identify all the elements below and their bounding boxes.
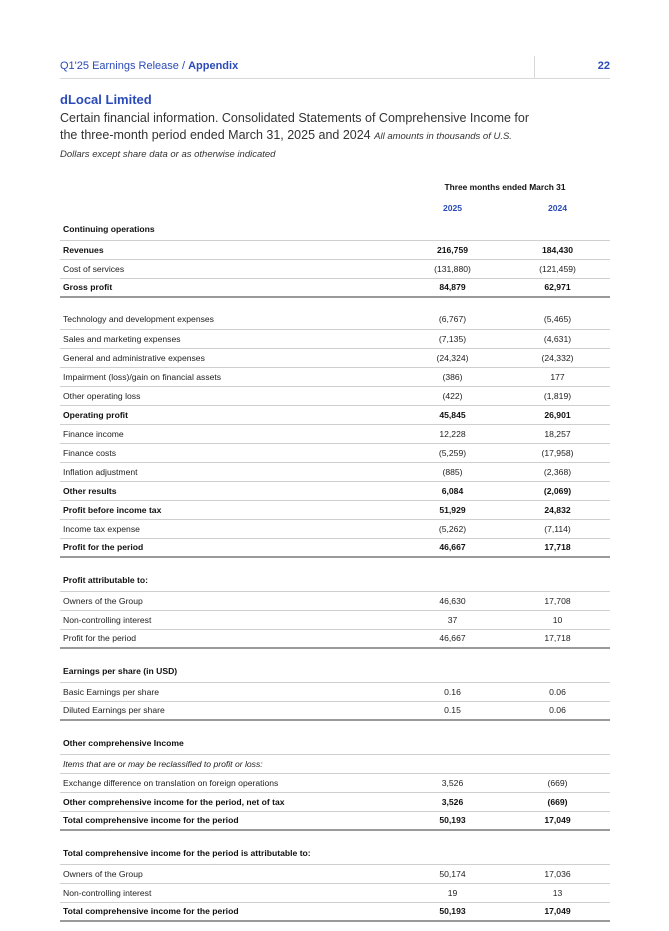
row-label: Total comprehensive income for the period [60, 902, 400, 921]
row-label: Impairment (loss)/gain on financial assets [60, 367, 400, 386]
row-label: Operating profit [60, 405, 400, 424]
value-2024: 13 [505, 883, 610, 902]
table-row [60, 240, 610, 259]
value-2024 [505, 733, 610, 754]
appendix-label: Appendix [188, 60, 239, 72]
header-divider [534, 56, 535, 78]
row-label: Sales and marketing expenses [60, 329, 400, 348]
value-2025: 0.15 [400, 701, 505, 720]
table-row [60, 538, 610, 557]
row-label: Other comprehensive income for the period, net of tax [60, 792, 400, 811]
table-row [60, 329, 610, 348]
value-2024: 184,430 [505, 240, 610, 259]
row-label: Finance income [60, 424, 400, 443]
table-row [60, 481, 610, 500]
value-2024 [505, 219, 610, 240]
table-header-period [60, 176, 610, 197]
value-2024: 0.06 [505, 682, 610, 701]
table-row [60, 733, 610, 754]
value-2024: 18,257 [505, 424, 610, 443]
value-2024: 17,036 [505, 864, 610, 883]
table-row [60, 259, 610, 278]
row-label: Basic Earnings per share [60, 682, 400, 701]
table-row [60, 754, 610, 773]
table-row [60, 682, 610, 701]
value-2025: 12,228 [400, 424, 505, 443]
table-row [60, 661, 610, 682]
spacer-row [60, 720, 610, 733]
value-2025: 3,526 [400, 773, 505, 792]
value-2025: (885) [400, 462, 505, 481]
header-breadcrumb [60, 60, 238, 72]
value-2025: (422) [400, 386, 505, 405]
value-2024: (669) [505, 792, 610, 811]
table-row [60, 462, 610, 481]
value-2024: 62,971 [505, 278, 610, 297]
row-label: Non-controlling interest [60, 883, 400, 902]
value-2025: 50,193 [400, 811, 505, 830]
table-row [60, 500, 610, 519]
table-row [60, 843, 610, 864]
value-2025 [400, 754, 505, 773]
spacer-row [60, 297, 610, 310]
table-row [60, 519, 610, 538]
table-row [60, 424, 610, 443]
value-2025: 50,174 [400, 864, 505, 883]
statement-title [60, 110, 530, 163]
row-label: Total comprehensive income for the period is attributable to: [60, 843, 400, 864]
row-label: Profit for the period [60, 538, 400, 557]
table-row [60, 278, 610, 297]
value-2024: (2,069) [505, 481, 610, 500]
value-2025: (131,880) [400, 259, 505, 278]
value-2025: 51,929 [400, 500, 505, 519]
row-label: Gross profit [60, 278, 400, 297]
period-header: Three months ended March 31 [444, 181, 566, 192]
value-2024: (24,332) [505, 348, 610, 367]
row-label: Exchange difference on translation on foreign operations [60, 773, 400, 792]
value-2025: (386) [400, 367, 505, 386]
spacer-row [60, 830, 610, 843]
row-label: General and administrative expenses [60, 348, 400, 367]
table-row [60, 792, 610, 811]
page-number: 22 [597, 60, 610, 72]
row-label: Other results [60, 481, 400, 500]
value-2024: 24,832 [505, 500, 610, 519]
row-label: Owners of the Group [60, 591, 400, 610]
row-label: Earnings per share (in USD) [60, 661, 400, 682]
value-2024: 10 [505, 610, 610, 629]
spacer-row [60, 557, 610, 570]
value-2025: 0.16 [400, 682, 505, 701]
row-label: Profit for the period [60, 629, 400, 648]
value-2025: 19 [400, 883, 505, 902]
statement-title-main: Certain financial information. Consolidated Statements of Comprehensive Income for the three-month period ended March 31, 2025 and 2024 [60, 111, 529, 142]
value-2025: (7,135) [400, 329, 505, 348]
value-2025 [400, 661, 505, 682]
spacer-row [60, 648, 610, 661]
row-label: Diluted Earnings per share [60, 701, 400, 720]
row-label: Profit attributable to: [60, 570, 400, 591]
row-label: Inflation adjustment [60, 462, 400, 481]
value-2025 [400, 219, 505, 240]
page-header [60, 56, 610, 78]
value-2024: 177 [505, 367, 610, 386]
year-2025-header: 2025 [442, 203, 463, 213]
table-row [60, 701, 610, 720]
value-2025: 6,084 [400, 481, 505, 500]
value-2024: (121,459) [505, 259, 610, 278]
row-label: Other comprehensive Income [60, 733, 400, 754]
row-label: Non-controlling interest [60, 610, 400, 629]
value-2025: (5,259) [400, 443, 505, 462]
value-2024: (7,114) [505, 519, 610, 538]
table-row [60, 591, 610, 610]
row-label: Income tax expense [60, 519, 400, 538]
value-2024: (1,819) [505, 386, 610, 405]
value-2024: 17,049 [505, 902, 610, 921]
value-2024 [505, 754, 610, 773]
table-row [60, 219, 610, 240]
value-2024: (5,465) [505, 310, 610, 329]
value-2025: (6,767) [400, 310, 505, 329]
value-2025 [400, 733, 505, 754]
table-row [60, 348, 610, 367]
table-row [60, 367, 610, 386]
company-name: dLocal Limited [60, 92, 152, 107]
value-2024: (4,631) [505, 329, 610, 348]
row-label: Revenues [60, 240, 400, 259]
value-2025: 50,193 [400, 902, 505, 921]
value-2024 [505, 570, 610, 591]
value-2024: 17,049 [505, 811, 610, 830]
value-2025: (24,324) [400, 348, 505, 367]
value-2024: (669) [505, 773, 610, 792]
row-label: Finance costs [60, 443, 400, 462]
value-2024: 17,718 [505, 538, 610, 557]
row-label: Other operating loss [60, 386, 400, 405]
value-2025: 216,759 [400, 240, 505, 259]
table-row [60, 864, 610, 883]
release-label: Q1'25 Earnings Release / [60, 60, 186, 72]
value-2025 [400, 843, 505, 864]
row-label: Cost of services [60, 259, 400, 278]
row-label: Technology and development expenses [60, 310, 400, 329]
value-2025: 3,526 [400, 792, 505, 811]
value-2024 [505, 661, 610, 682]
value-2024 [505, 843, 610, 864]
table-row [60, 902, 610, 921]
table-row [60, 570, 610, 591]
row-label: Profit before income tax [60, 500, 400, 519]
table-header-years [60, 197, 610, 219]
value-2025: 84,879 [400, 278, 505, 297]
row-label: Owners of the Group [60, 864, 400, 883]
table-row [60, 773, 610, 792]
table-row [60, 310, 610, 329]
value-2025: 37 [400, 610, 505, 629]
table-row [60, 610, 610, 629]
value-2024: 0.06 [505, 701, 610, 720]
table-row [60, 386, 610, 405]
row-label: Continuing operations [60, 219, 400, 240]
table-row [60, 405, 610, 424]
table-row [60, 629, 610, 648]
value-2024: (17,958) [505, 443, 610, 462]
value-2024: 17,708 [505, 591, 610, 610]
value-2024: (2,368) [505, 462, 610, 481]
year-2024-header: 2024 [547, 203, 568, 213]
value-2025 [400, 570, 505, 591]
table-row [60, 443, 610, 462]
value-2024: 26,901 [505, 405, 610, 424]
income-statement-table [60, 176, 610, 922]
row-label: Total comprehensive income for the period [60, 811, 400, 830]
value-2025: 46,667 [400, 538, 505, 557]
value-2025: 46,667 [400, 629, 505, 648]
value-2025: 46,630 [400, 591, 505, 610]
value-2025: (5,262) [400, 519, 505, 538]
table-row [60, 883, 610, 902]
value-2025: 45,845 [400, 405, 505, 424]
value-2024: 17,718 [505, 629, 610, 648]
header-rule [60, 78, 610, 79]
row-label: Items that are or may be reclassified to profit or loss: [60, 754, 400, 773]
table-row [60, 811, 610, 830]
statement-title-note: All amounts in thousands of U.S. Dollars except share data or as otherwise indicated [60, 131, 512, 160]
